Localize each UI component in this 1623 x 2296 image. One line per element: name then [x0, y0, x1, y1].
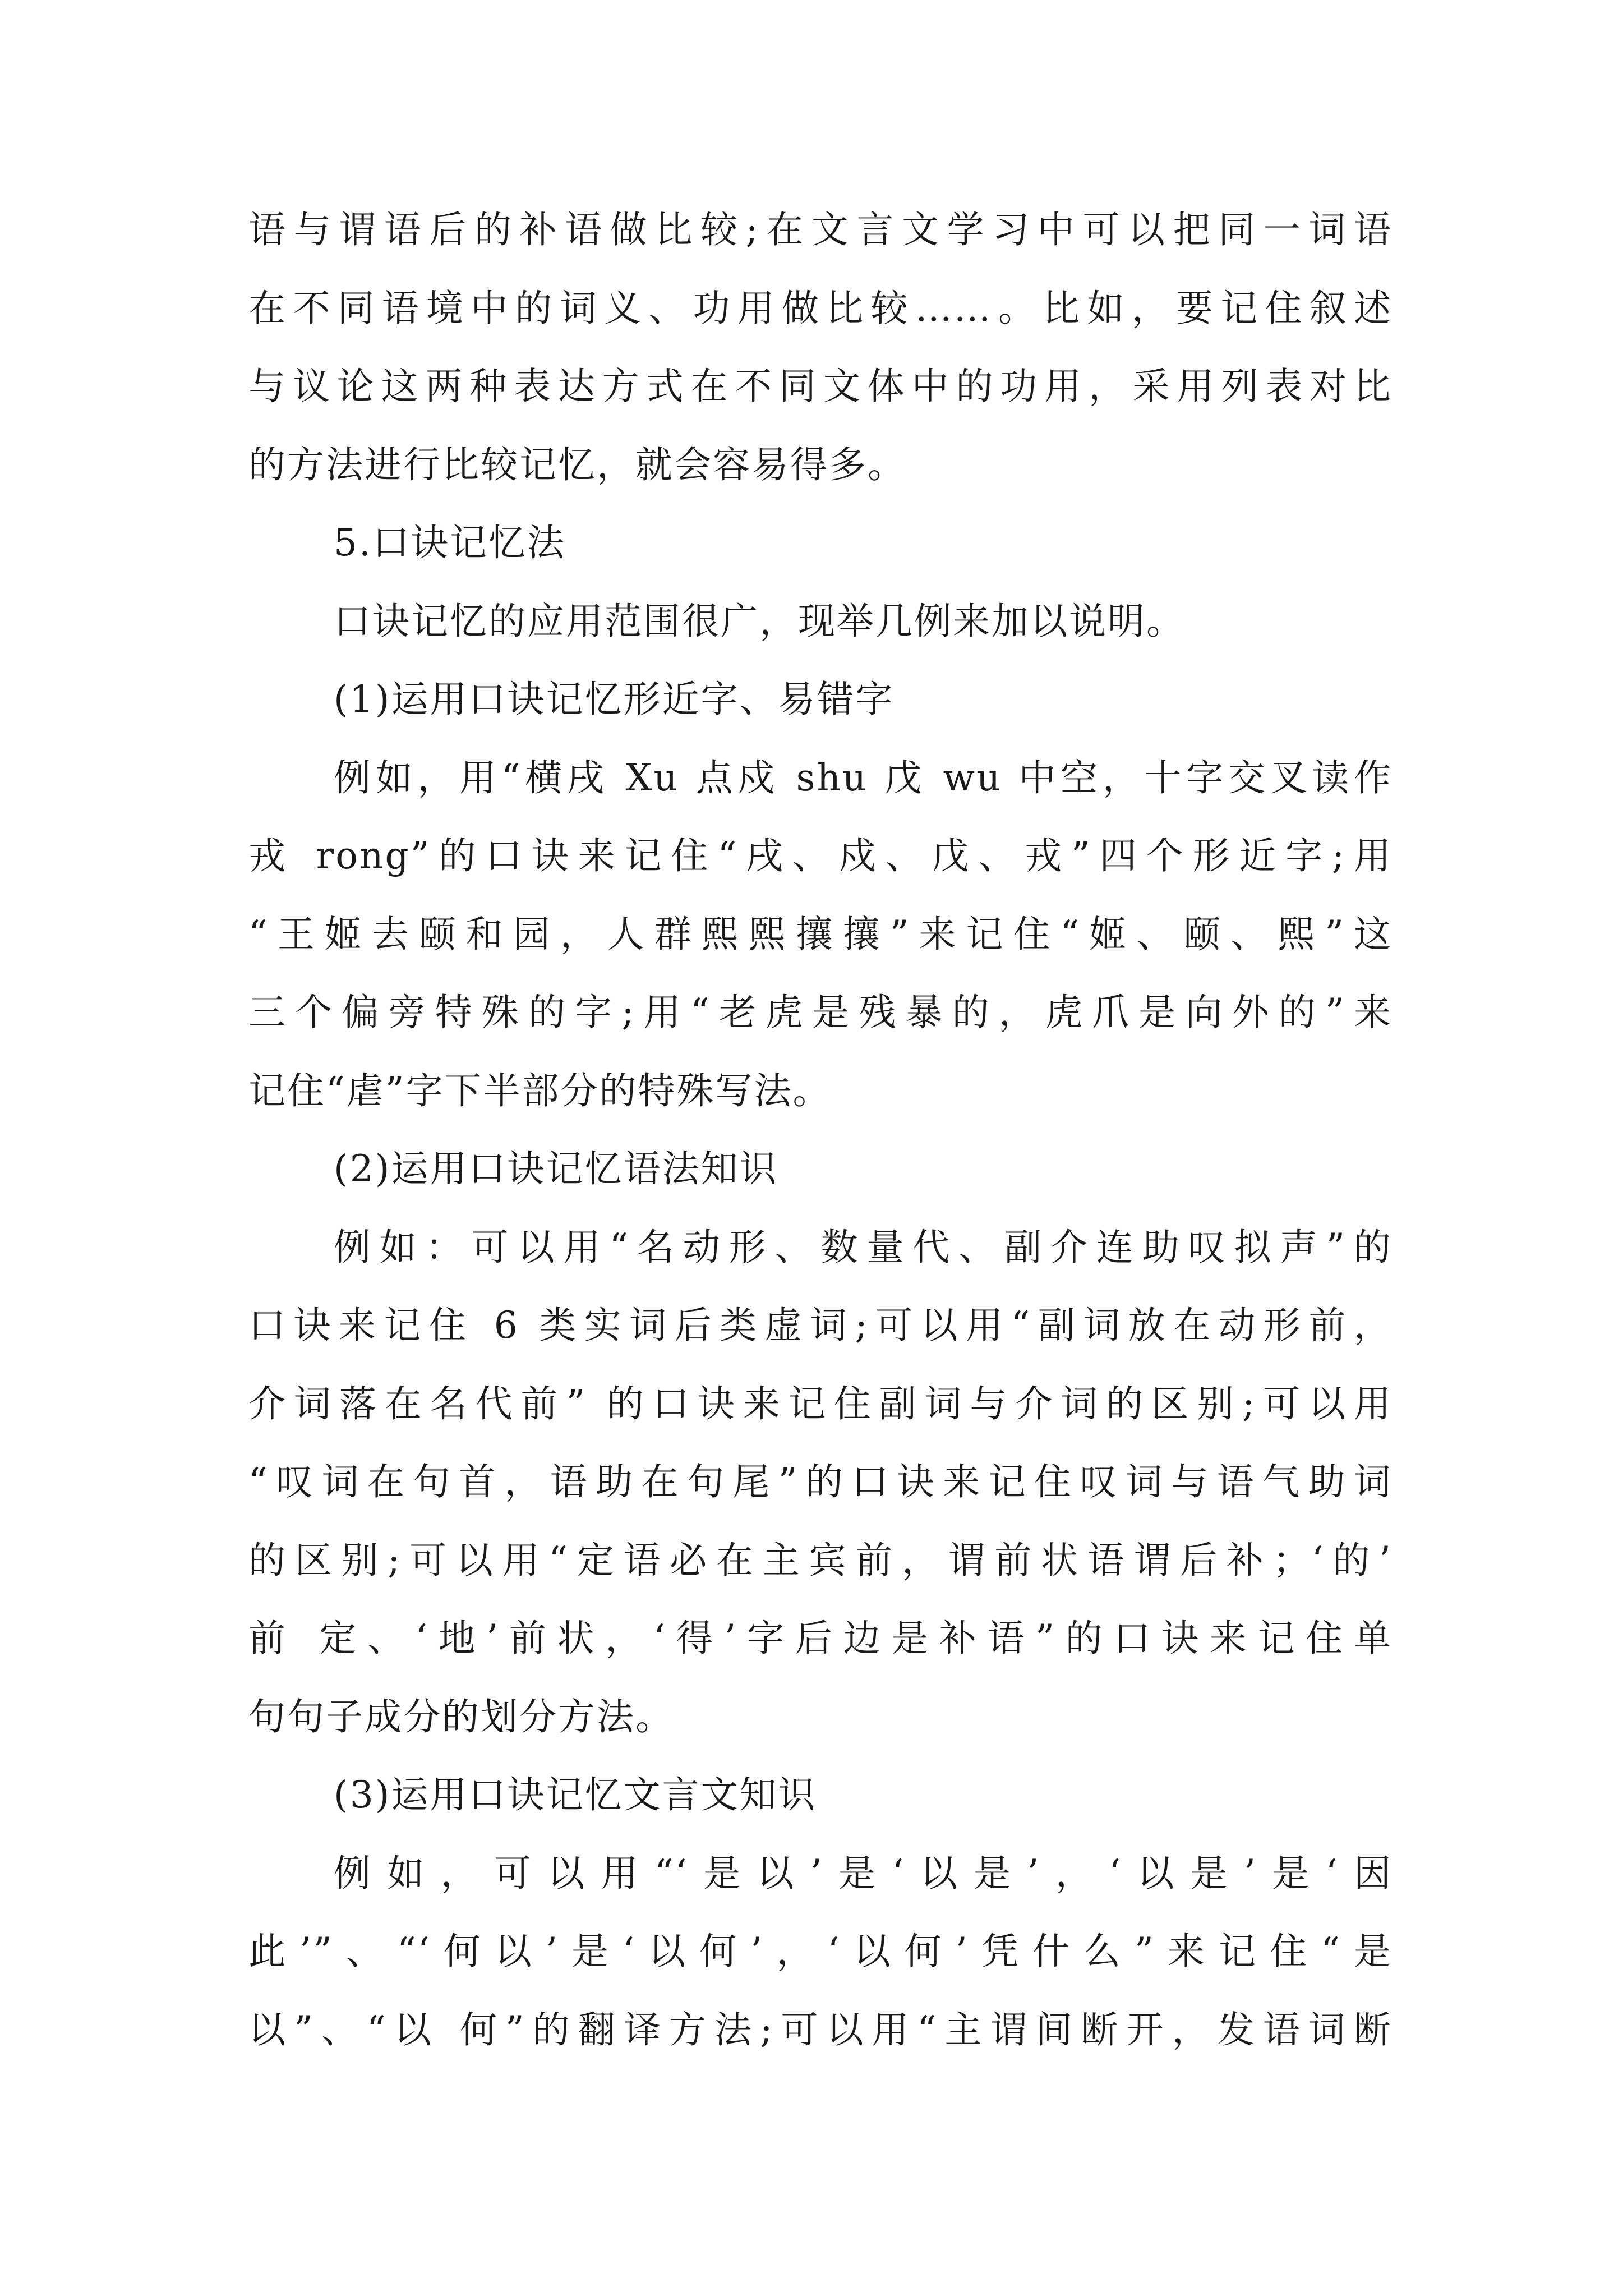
- text-line: 与议论这两种表达方式在不同文体中的功用，采用列表对比: [248, 365, 1393, 408]
- text-line: 三个偏旁特殊的字;用“老虎是残暴的，虎爪是向外的”来: [248, 991, 1393, 1034]
- text-line: 介词落在名代前” 的口诀来记住副词与介词的区别;可以用: [248, 1382, 1393, 1425]
- text-line: 口诀记忆的应用范围很广，现举几例来加以说明。: [334, 599, 1185, 643]
- text-line: (3)运用口诀记忆文言文知识: [334, 1773, 817, 1816]
- text-line: 记住“虐”字下半部分的特殊写法。: [248, 1069, 832, 1112]
- text-line: (2)运用口诀记忆语法知识: [334, 1147, 778, 1190]
- text-line: (1)运用口诀记忆形近字、易错字: [334, 678, 895, 721]
- text-line: 口诀来记住 6 类实词后类虚词;可以用“副词放在动形前，: [248, 1304, 1393, 1347]
- text-line: 的方法进行比较记忆，就会容易得多。: [248, 443, 906, 486]
- body-text: [248, 191, 1393, 2069]
- text-line: “叹词在句首，语助在句尾”的口诀来记住叹词与语气助词: [248, 1460, 1393, 1503]
- text-line: 例如，用“横戌 Xu 点戍 shu 戊 wu 中空，十字交叉读作: [334, 756, 1393, 799]
- text-line: 5.口诀记忆法: [334, 521, 566, 564]
- text-line: 在不同语境中的词义、功用做比较……。比如，要记住叙述: [248, 286, 1393, 330]
- text-line: 句句子成分的划分方法。: [248, 1695, 674, 1738]
- text-line: 戎 rong”的口诀来记住“戌、戍、戊、戎”四个形近字;用: [248, 834, 1393, 877]
- text-line: 此’”、“‘何以’是‘以何’，‘以何’凭什么”来记住“是: [248, 1930, 1393, 1973]
- text-line: 的区别;可以用“定语必在主宾前，谓前状语谓后补；‘的’: [248, 1538, 1393, 1582]
- text-line: 前 定、‘地’前状，‘得’字后边是补语”的口诀来记住单: [248, 1617, 1393, 1660]
- text-line: “王姬去颐和园，人群熙熙攘攘”来记住“姬、颐、熙”这: [248, 912, 1393, 956]
- text-line: 语与谓语后的补语做比较;在文言文学习中可以把同一词语: [248, 208, 1393, 251]
- text-line: 例如：可以用“名动形、数量代、副介连助叹拟声”的: [334, 1225, 1393, 1269]
- text-line: 以”、“以 何”的翻译方法;可以用“主谓间断开，发语词断: [248, 2008, 1393, 2051]
- text-line: 例如，可以用“‘是以’是‘以是’，‘以是’是‘因: [334, 1851, 1393, 1895]
